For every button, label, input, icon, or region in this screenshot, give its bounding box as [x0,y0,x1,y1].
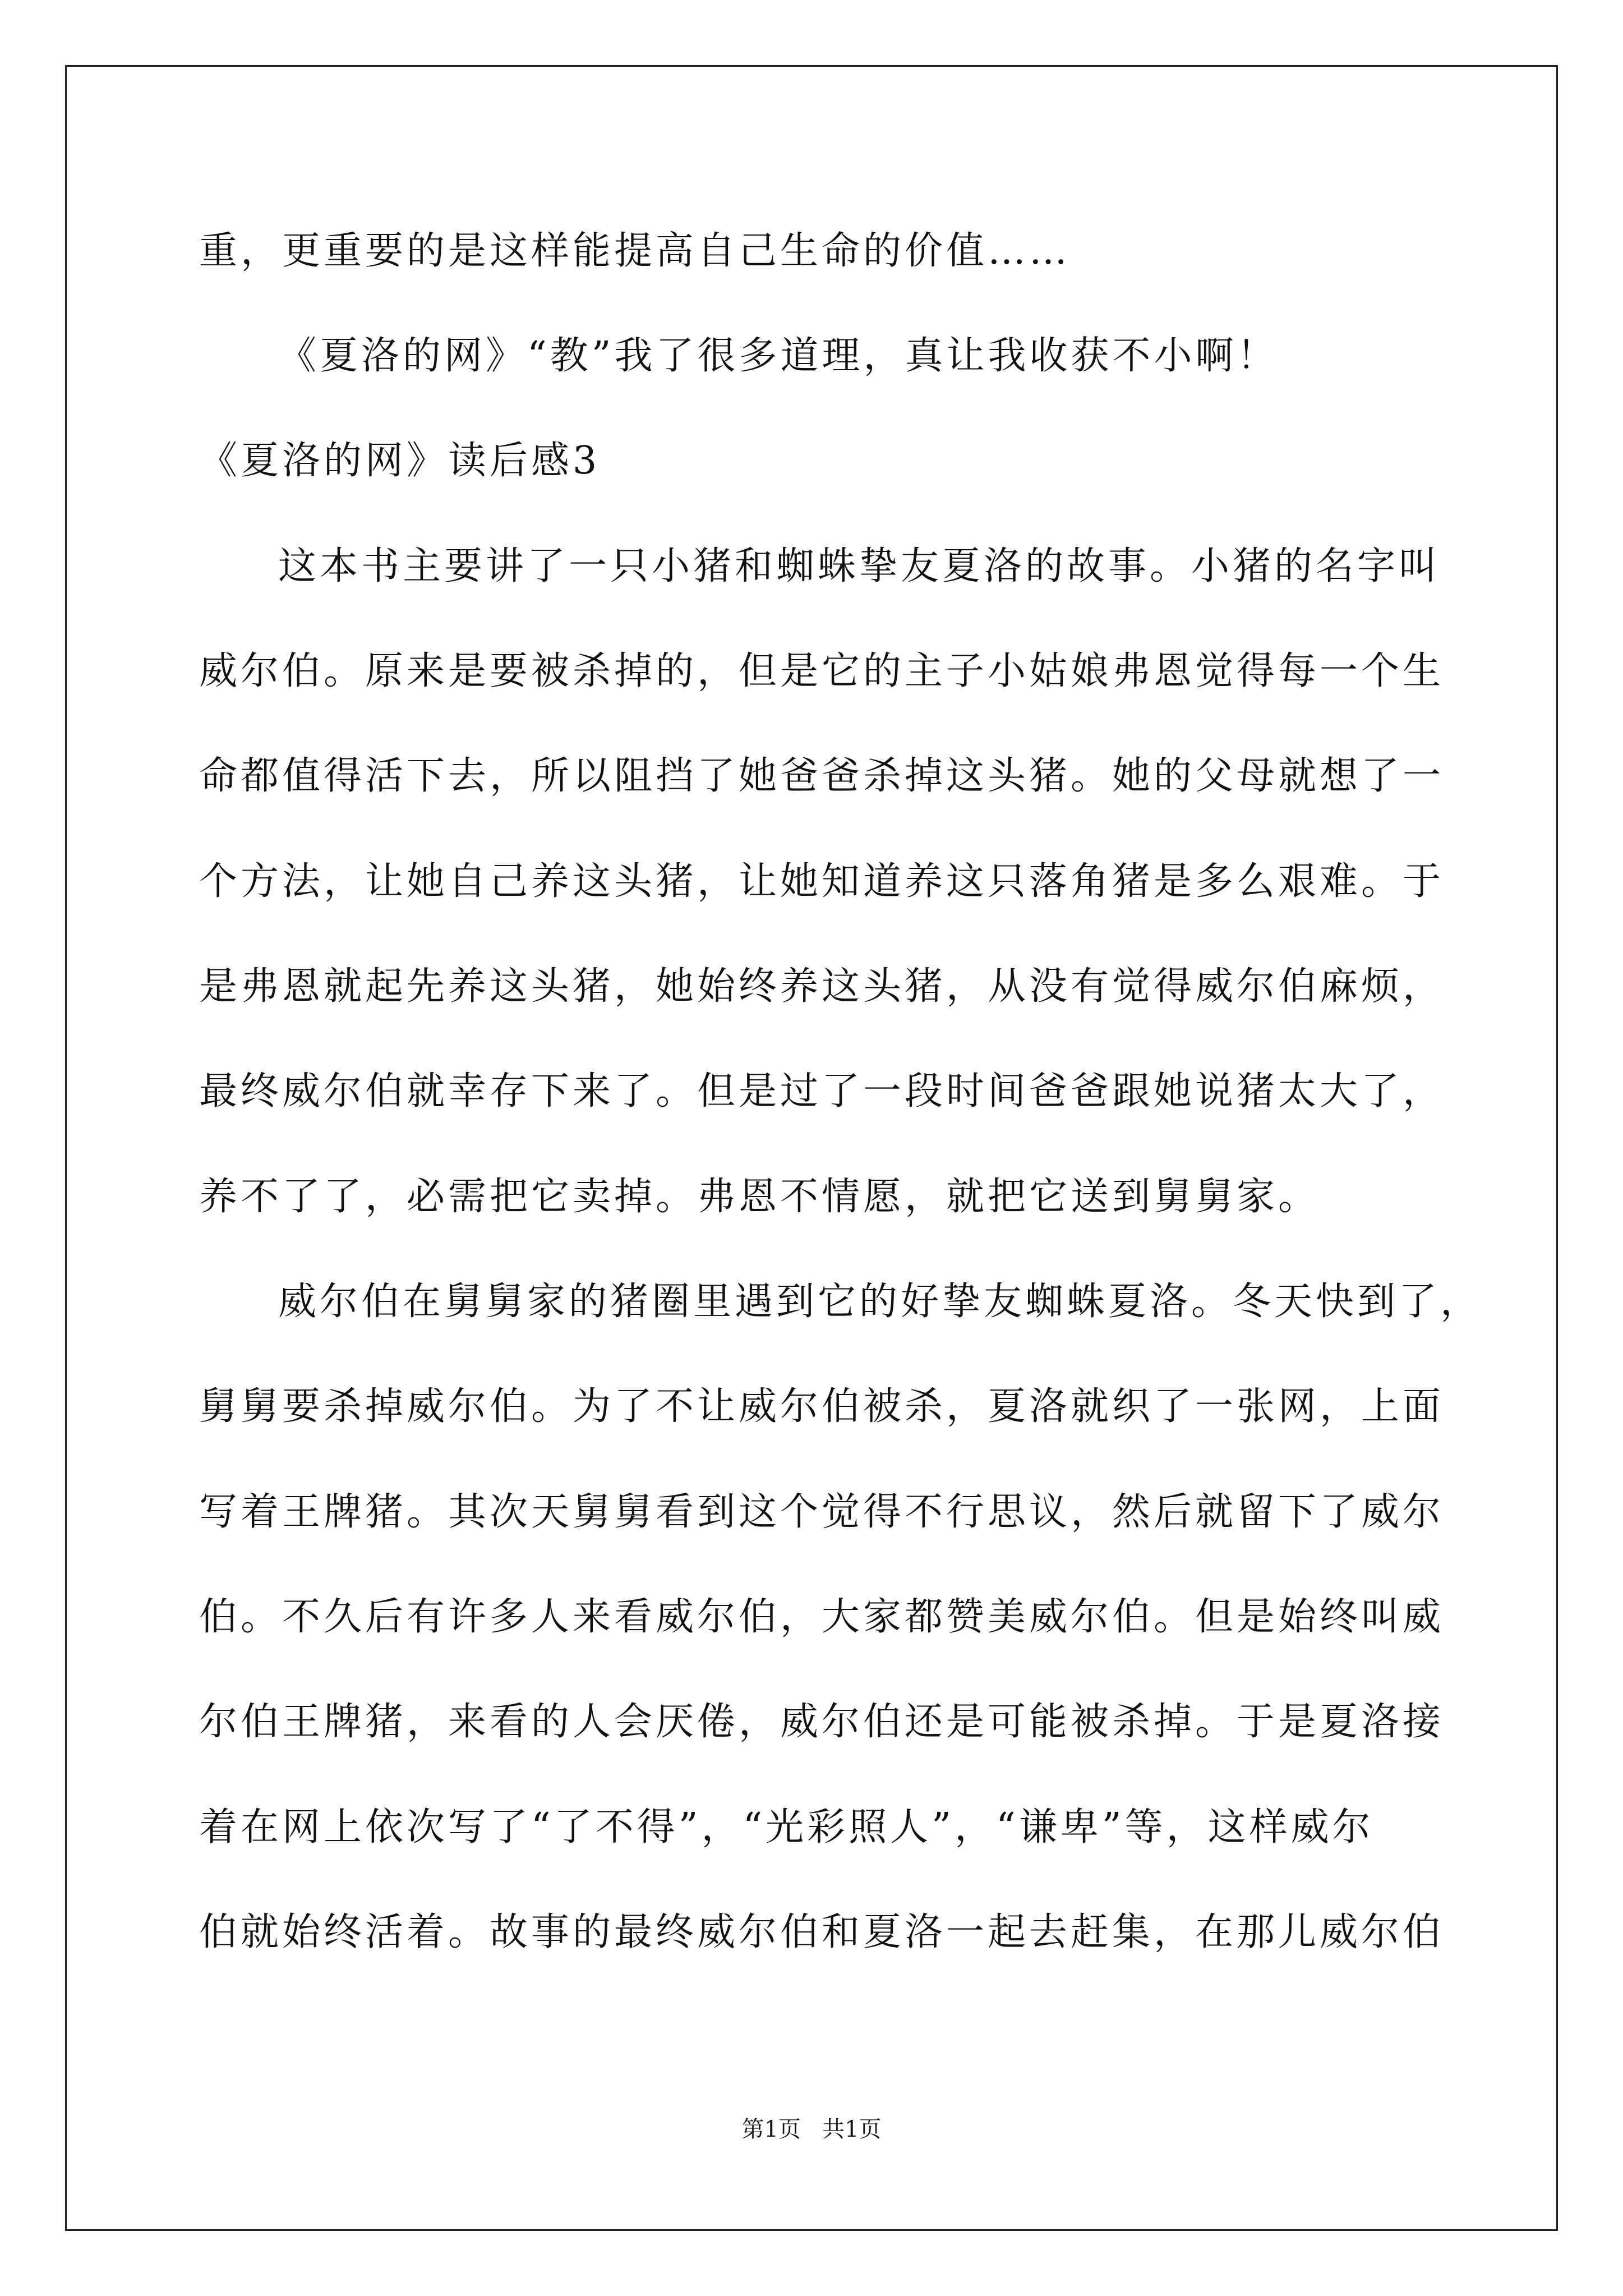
section-heading: 《夏洛的网》读后感3 [199,439,601,483]
page-footer: 第1页 共1页 [741,2116,882,2142]
text-line: 《夏洛的网》“教”我了很多道理，真让我收获不小啊！ [278,334,1279,378]
text-line: 个方法，让她自己养这头猪，让她知道养这只落角猪是多么艰难。于 [199,859,1445,904]
text-line: 是弗恩就起先养这头猪，她始终养这头猪，从没有觉得威尔伯麻烦， [199,964,1445,1009]
text-line: 伯就始终活着。故事的最终威尔伯和夏洛一起去赶集，在那儿威尔伯 [199,1910,1445,1954]
text-line: 威尔伯。原来是要被杀掉的，但是它的主子小姑娘弗恩觉得每一个生 [199,649,1445,693]
text-line: 着在网上依次写了“了不得”，“光彩照人”，“谦卑”等，这样威尔 [199,1805,1374,1849]
text-line: 命都值得活下去，所以阻挡了她爸爸杀掉这头猪。她的父母就想了一 [199,754,1445,798]
text-line: 伯。不久后有许多人来看威尔伯，大家都赞美威尔伯。但是始终叫威 [199,1595,1445,1639]
text-line: 养不了了，必需把它卖掉。弗恩不情愿，就把它送到舅舅家。 [199,1175,1320,1219]
text-line: 最终威尔伯就幸存下来了。但是过了一段时间爸爸跟她说猪太大了， [199,1069,1445,1114]
text-line: 舅舅要杀掉威尔伯。为了不让威尔伯被杀，夏洛就织了一张网，上面 [199,1384,1445,1429]
text-line: 尔伯王牌猪，来看的人会厌倦，威尔伯还是可能被杀掉。于是夏洛接 [199,1700,1445,1744]
text-line: 写着王牌猪。其次天舅舅看到这个觉得不行思议，然后就留下了威尔 [199,1490,1445,1534]
text-line: 重，更重要的是这样能提高自己生命的价值…… [199,229,1071,273]
text-line: 这本书主要讲了一只小猪和蜘蛛挚友夏洛的故事。小猪的名字叫 [278,544,1441,588]
text-line: 威尔伯在舅舅家的猪圈里遇到它的好挚友蜘蛛夏洛。冬天快到了， [278,1280,1482,1324]
